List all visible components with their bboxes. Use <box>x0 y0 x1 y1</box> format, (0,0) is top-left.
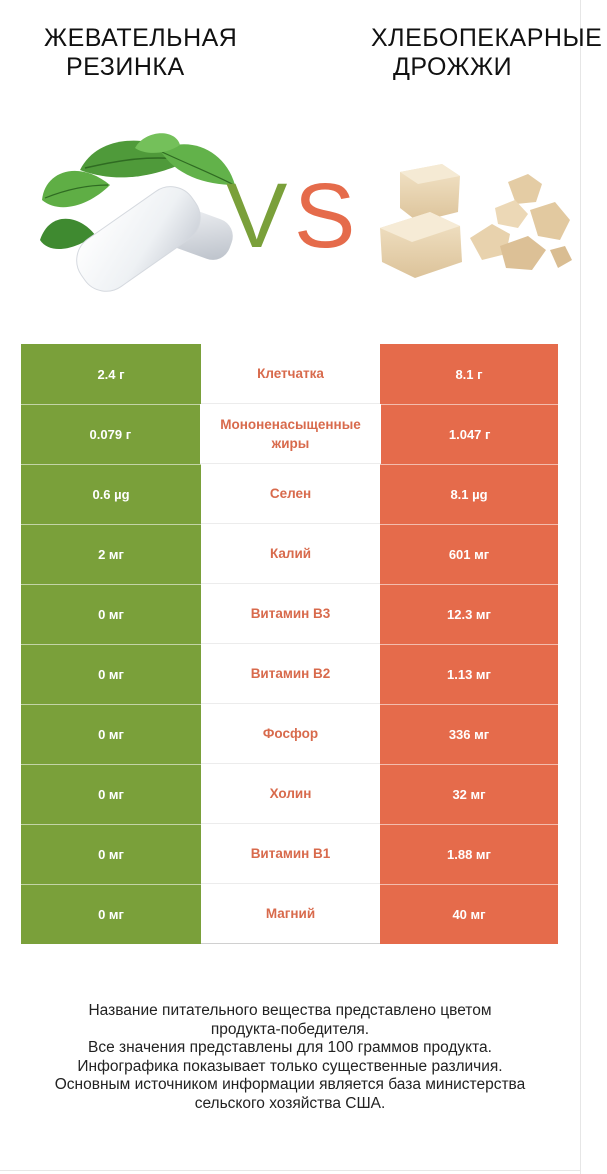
left-value: 2 мг <box>21 524 201 584</box>
left-value: 0 мг <box>21 824 201 884</box>
right-value: 8.1 г <box>380 344 558 404</box>
table-row <box>21 884 558 944</box>
table-row <box>21 404 558 464</box>
left-value: 0 мг <box>21 884 201 944</box>
footnote-line: Основным источником информации является база министерства <box>54 1076 526 1094</box>
table-row <box>21 584 558 644</box>
table-row <box>21 644 558 704</box>
right-value: 1.13 мг <box>380 644 558 704</box>
left-value: 0 мг <box>21 764 201 824</box>
footnote-line: продукта-победителя. <box>210 1020 370 1038</box>
left-title-line-2: РЕЗИНКА <box>66 53 185 81</box>
comparison-table <box>21 344 558 944</box>
left-value: 2.4 г <box>21 344 201 404</box>
right-value: 12.3 мг <box>380 584 558 644</box>
chewing-gum-with-mint-image <box>40 130 240 305</box>
nutrient-label: Фосфор <box>201 704 380 764</box>
right-value: 8.1 µg <box>380 464 558 524</box>
footnote-line: сельского хозяйства США. <box>194 1094 386 1112</box>
nutrient-label: Витамин B1 <box>201 824 380 884</box>
left-value: 0.6 µg <box>21 464 201 524</box>
right-value: 40 мг <box>380 884 558 944</box>
left-product-title <box>44 24 237 82</box>
frame-bottom-border <box>0 1170 581 1171</box>
nutrient-label: Витамин B2 <box>201 644 380 704</box>
table-row <box>21 704 558 764</box>
left-value: 0 мг <box>21 644 201 704</box>
right-value: 1.88 мг <box>380 824 558 884</box>
baker-yeast-cubes-image <box>360 150 575 290</box>
right-title-line-2: ДРОЖЖИ <box>393 53 513 81</box>
table-row <box>21 824 558 884</box>
right-value: 601 мг <box>380 524 558 584</box>
right-value: 336 мг <box>380 704 558 764</box>
nutrient-label: Витамин B3 <box>201 584 380 644</box>
footnote-line: Название питательного вещества представлено цветом <box>88 1002 492 1019</box>
left-value: 0 мг <box>21 704 201 764</box>
nutrient-label: Клетчатка <box>201 344 380 404</box>
nutrient-label: Холин <box>201 764 380 824</box>
left-title-line-1: ЖЕВАТЕЛЬНАЯ <box>44 24 238 52</box>
right-value: 32 мг <box>380 764 558 824</box>
table-row <box>21 764 558 824</box>
table-row <box>21 464 558 524</box>
table-row <box>21 524 558 584</box>
nutrient-label: Калий <box>201 524 380 584</box>
nutrient-label: Мононенасыщенные жиры <box>200 404 382 464</box>
nutrient-label: Селен <box>201 464 380 524</box>
right-title-line-1: ХЛЕБОПЕКАРНЫЕ <box>371 24 603 52</box>
frame-right-border <box>580 0 581 1174</box>
footnote-line: Все значения представлены для 100 граммов продукта. <box>88 1039 492 1057</box>
vs-letter-s: S <box>294 165 356 267</box>
right-product-title <box>371 24 602 82</box>
right-value: 1.047 г <box>381 404 558 464</box>
table-row <box>21 344 558 404</box>
footnote <box>20 1002 560 1114</box>
left-value: 0.079 г <box>21 404 200 464</box>
vs-letter-v: V <box>226 165 288 267</box>
footnote-line: Инфографика показывает только существенные различия. <box>77 1057 503 1075</box>
nutrient-label: Магний <box>201 884 380 944</box>
left-value: 0 мг <box>21 584 201 644</box>
